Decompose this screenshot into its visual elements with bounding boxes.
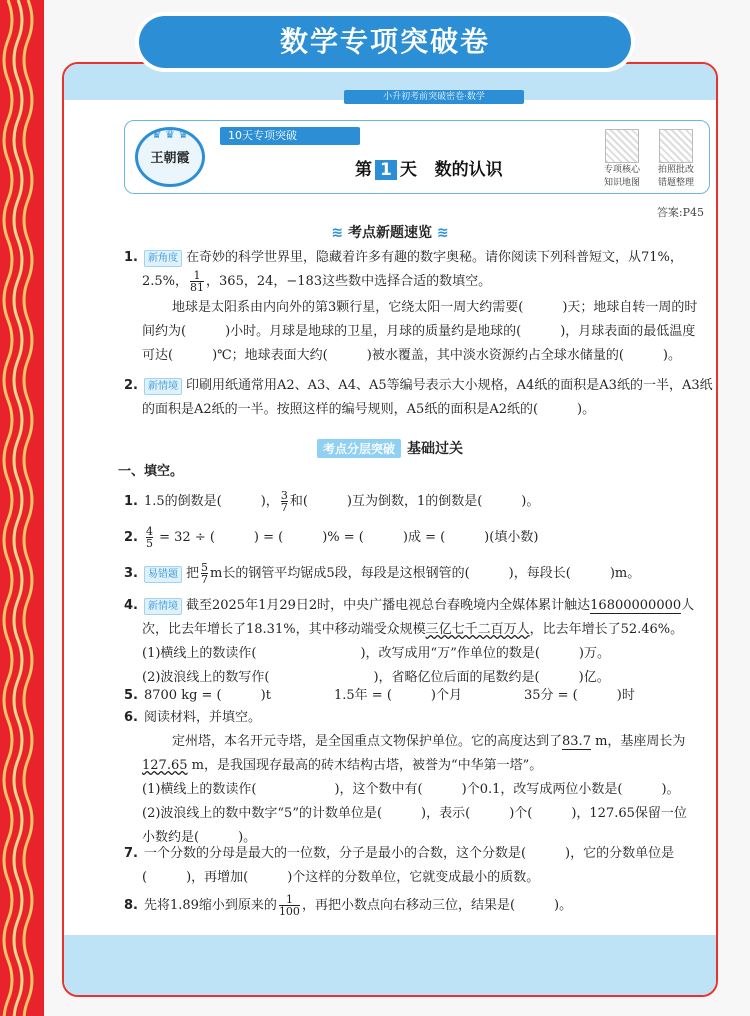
conversion-1: 8700 kg = ( )t [143,688,271,703]
question-text: 一个分数的分母是最大的一位数，分子是最小的合数，这个分数是( )，它的分数单位是 [143,846,675,861]
denominator: 7 [201,573,208,586]
numerator: 1 [285,893,293,906]
qr-code-correction[interactable] [653,129,699,187]
numerator: 4 [145,525,153,538]
day-suffix: 天 [399,160,417,180]
question-text: 印刷用纸通常用A2、A3、A4、A5等编号表示大小规格，A4纸的面积是A3纸的一半，A3纸 [185,378,713,393]
numerator: 1 [193,269,201,282]
material-text: 定州塔，本名开元寺塔，是全国重点文物保护单位。它的高度达到了 [172,734,563,749]
question-text: ( )，再增加( )个这样的分数单位，它就变成最小的质数。 [142,870,540,885]
question-number: 2. [124,530,138,545]
question-tag: 易错题 [144,566,182,583]
crown-icon: ♛ ♛ ♛ [151,128,189,141]
question-number: 6. [124,710,138,725]
section-heading-2 [62,438,718,458]
qr2-label-1: 拍照批改 [657,165,694,175]
section-pill: 考点分层突破 [317,439,401,458]
day-prefix: 第 [355,160,372,180]
qr1-label-1: 专项核心 [603,165,640,175]
basic-question-7 [124,842,724,890]
passage-line: 间约为( )小时。月球是地球的卫星，月球的质量约是地球的( )，月球表面的最低温度 [142,324,696,339]
publisher-logo [135,127,205,187]
question-text: 截至2025年1月29日2时，中央广播电视总台春晚境内全媒体累计触达 [185,598,591,613]
sub-question: 小数约是( )。 [142,830,257,845]
question-text: 和( )互为倒数，1的倒数是( )。 [289,494,540,509]
sub-question: (2)波浪线上的数中数字“5”的计数单位是( )，表示( )个( )，127.65保留一位 [142,806,687,821]
wave-icon: ≋ [331,225,344,241]
title-banner [135,12,635,72]
sub-question: (1)横线上的数读作( )，这个数中有( )个0.1，改写成两位小数是( )。 [142,782,680,797]
underlined-number: 16800000000 [590,598,682,613]
question-tag: 新情境 [144,378,182,395]
question-2 [124,374,724,422]
material-text: m，是我国现存最高的砖木结构古塔，被誉为“中华第一塔”。 [187,758,543,773]
question-text: 先将1.89缩小到原来的 [143,898,277,913]
basic-question-3 [124,562,724,586]
question-number: 1. [124,250,138,265]
denominator: 100 [278,905,300,918]
wavy-underlined-number: 127.65 [142,758,188,773]
part-heading: 一、填空。 [118,464,184,479]
section-title: 考点新题速览 [348,225,432,241]
question-tag: 新情境 [144,598,182,615]
question-1 [124,246,724,368]
wave-icon: ≋ [436,225,449,241]
question-text: = 32 ÷ ( ) = ( )% = ( )成 = ( )(填小数) [159,530,539,545]
question-text: m长的钢管平均锯成5段，每段是这根钢管的( )，每段长( )m。 [210,566,641,581]
bottom-decor-strip [64,935,716,995]
section-title: 基础过关 [407,441,463,457]
topic-title: 数的认识 [434,160,503,180]
sub-question: (1)横线上的数读作( )，改写成用“万”作单位的数是( )万。 [142,646,610,661]
question-number: 4. [124,598,138,613]
basic-question-1 [124,490,724,514]
question-text: 在奇妙的科学世界里，隐藏着许多有趣的数字奥秘。请你阅读下列科普短文，从71%， [185,250,683,265]
logo-text: 王朝霞 [150,151,190,166]
denominator: 5 [145,537,153,550]
wavy-underlined-number: 三亿七千二百万人 [425,622,530,637]
question-text: ，365，24，−183这些数中选择合适的数填空。 [206,274,492,289]
basic-question-8 [124,894,724,918]
fraction [281,490,288,513]
fraction [201,562,208,585]
conversion-2: 1.5年 = ( )个月 [333,688,462,703]
day-number: 1 [375,160,397,180]
denominator: 81 [190,281,205,294]
question-text: 次，比去年增长了18.31%，其中移动端受众规模 [142,622,426,637]
numerator: 3 [280,489,288,502]
fraction [279,894,300,917]
basic-question-2 [124,526,724,550]
qr2-label-2: 错题整理 [657,178,694,188]
numerator: 5 [201,561,208,574]
qr-icon [605,129,639,163]
answer-reference: 答案:P45 [656,206,704,219]
underlined-number: 83.7 [562,734,591,749]
question-number: 1. [124,494,138,509]
day-title [355,155,503,180]
qr-icon [659,129,693,163]
question-text: ，再把小数点向右移动三位，结果是( )。 [301,898,573,913]
passage-line: 地球是太阳系由内向外的第3颗行星，它绕太阳一周大约需要( )天；地球自转一周的时 [172,300,698,315]
series-tag: 10天专项突破 [220,127,360,145]
fraction [146,526,153,549]
qr-code-knowledge-map[interactable] [599,129,645,187]
question-number: 8. [124,898,138,913]
day-header-card [124,120,710,194]
question-text: ，比去年增长了52.46%。 [529,622,684,637]
fraction [190,270,204,293]
question-number: 3. [124,566,138,581]
question-text: 1.5的倒数是( )， [143,494,279,509]
basic-question-6 [124,706,724,850]
question-number: 5. [124,688,138,703]
denominator: 7 [280,501,288,514]
passage-line: 可达( )℃；地球表面大约( )被水覆盖，其中淡水资源约占全球水储量的( )。 [142,348,681,363]
question-text: 把 [185,566,199,581]
question-number: 2. [124,378,138,393]
question-number: 7. [124,846,138,861]
page-title: 数学专项突破卷 [139,16,631,68]
question-text: 人 [681,598,695,613]
section-heading-1 [64,222,716,242]
basic-question-4 [124,594,724,690]
qr1-label-2: 知识地图 [603,178,640,188]
sub-question: (2)波浪线上的数写作( )，省略亿位后面的尾数约是( )亿。 [142,670,610,685]
series-subtitle: 小升初考前突破密卷·数学 [344,90,524,104]
question-text: 阅读材料，并填空。 [143,710,261,725]
question-text: 的面积是A2纸的一半。按照这样的编号规则，A5纸的面积是A2纸的( )。 [142,402,596,417]
basic-question-5 [124,684,724,708]
conversion-3: 35分 = ( )时 [523,688,635,703]
question-tag: 新角度 [144,250,182,267]
decorative-wavy-border [0,0,44,1016]
question-text: 2.5%， [142,274,189,289]
material-text: m，基座周长为 [590,734,686,749]
